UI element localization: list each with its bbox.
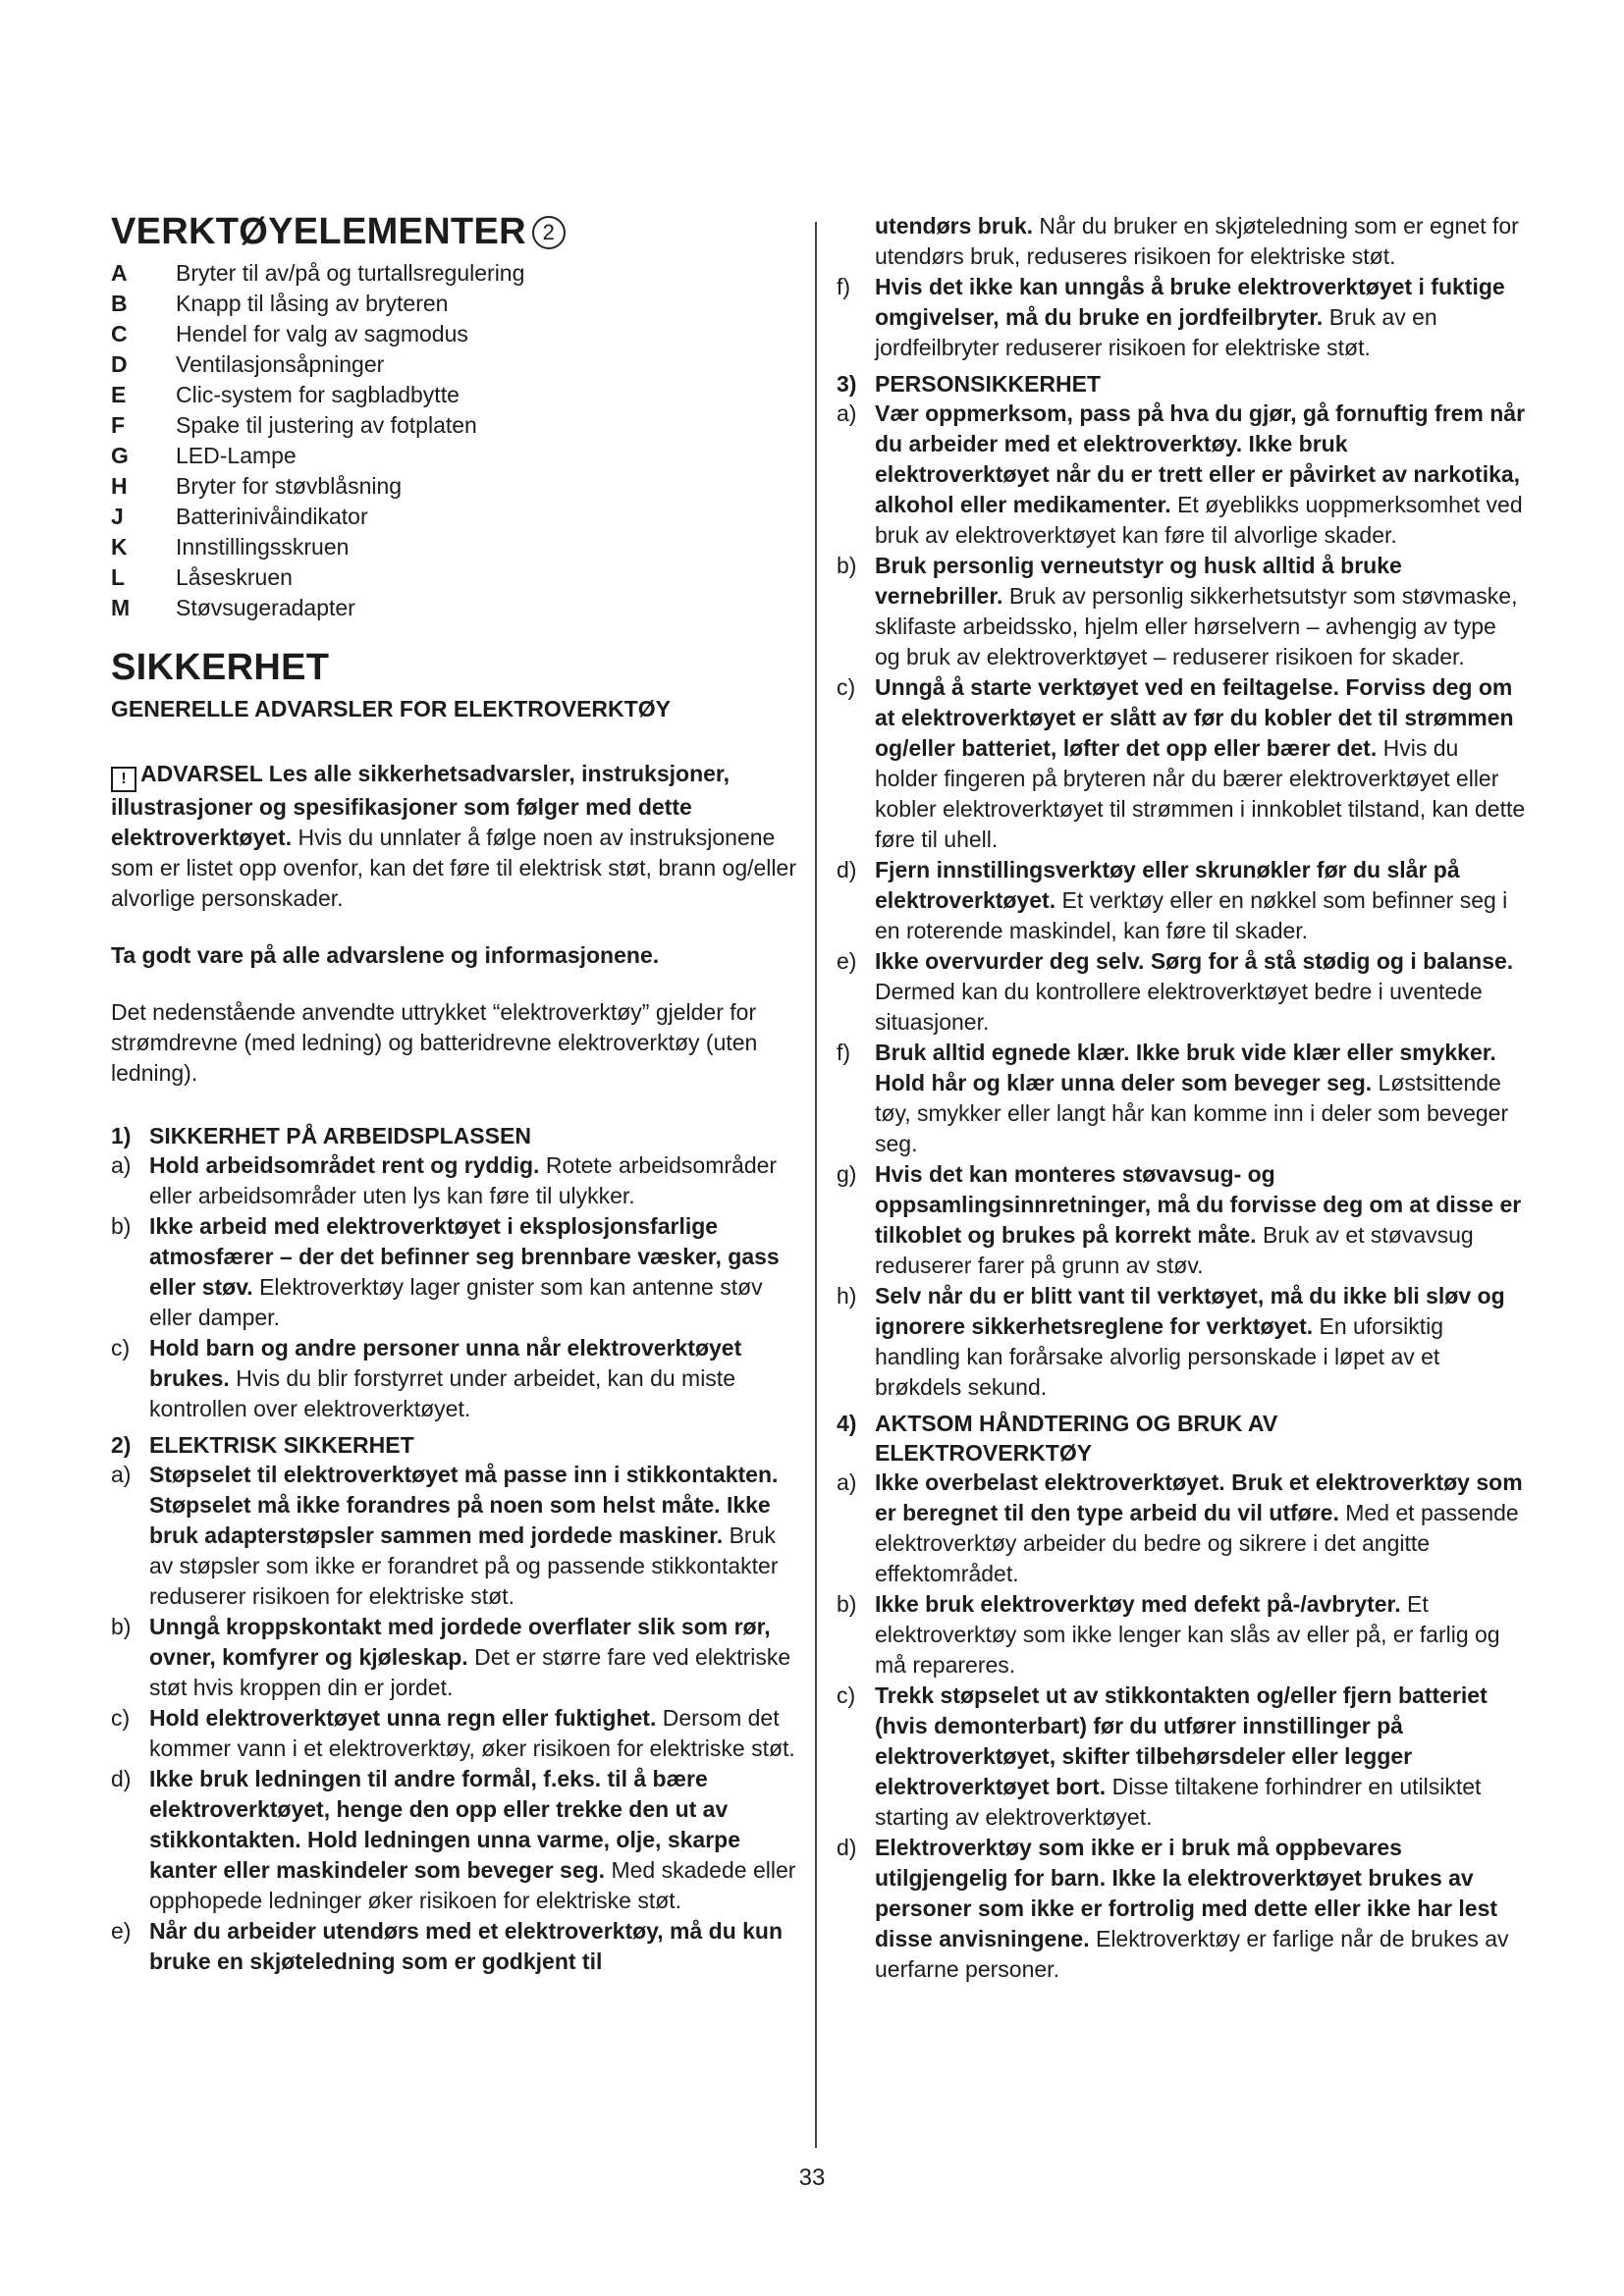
legend-item: L Låseskruen [111, 564, 293, 590]
column-divider [815, 222, 817, 2148]
legend-item: E Clic-system for sagbladbytte [111, 382, 460, 407]
list-item: a) Hold arbeidsområdet rent og ryddig. Rotete arbeidsområder eller arbeidsområder uten lys kan føre til ulykker. [111, 1152, 778, 1208]
legend-item: K Innstillingsskruen [111, 534, 350, 560]
list-item: a) Ikke overbelast elektroverktøyet. Bruk et elektroverktøy som er beregnet til den type arbeid du vil utføre. Med et passende elektroverktøy arbeider du bedre og sikrere i det angitte effektområdet. [837, 1469, 1523, 1586]
section-heading: 4) AKTSOM HÅNDTERING OG BRUK AV ELEKTROVERKTØY [837, 1411, 1278, 1466]
list-item: f) Hvis det ikke kan unngås å bruke elektroverktøyet i fuktige omgivelser, må du bruke en jordfeilbryter. Bruk av en jordfeilbryter reduserer risikoen for elektriske støt. [837, 274, 1505, 360]
list-item: d) Fjern innstillingsverktøy eller skrunøkler før du slår på elektroverktøyet. Et verktøy eller en nøkkel som befinner seg i en roterende maskindel, kan føre til skader. [837, 857, 1508, 943]
list-item: c) Hold barn og andre personer unna når elektroverktøyet brukes. Hvis du blir forstyrret under arbeidet, kan du miste kontrollen over elektroverktøyet. [111, 1335, 742, 1421]
legend-item: G LED-Lampe [111, 443, 297, 468]
list-item: a) Støpselet til elektroverktøyet må passe inn i stikkontakten. Støpselet må ikke forandres på noen som helst måte. Ikke bruk adapterstøpsler sammen med jordede maskiner. Bruk av støpsler som ikke er forandret på og passende stikkontakter reduserer risikoen for elektriske støt. [111, 1462, 779, 1609]
list-item-continuation: utendørs bruk. Når du bruker en skjøteledning som er egnet for utendørs bruk, reduseres risikoen for elektriske støt. [875, 213, 1519, 269]
legend-item: A Bryter til av/på og turtallsregulering [111, 260, 525, 286]
list-item: b) Ikke bruk elektroverktøy med defekt på-/avbryter. Et elektroverktøy som ikke lenger kan slås av eller på, er farlig og må repareres. [837, 1591, 1500, 1678]
warning-triangle-icon: ! [111, 767, 136, 792]
section-heading: 1) SIKKERHET PÅ ARBEIDSPLASSEN [111, 1123, 531, 1148]
left-column [111, 211, 798, 1977]
figure-reference: 2 [532, 216, 566, 249]
list-item: c) Unngå å starte verktøyet ved en feiltagelse. Forviss deg om at elektroverktøyet er slått av før du kobler det til strømmen og/eller batteriet, løfter det opp eller bærer det. Hvis du holder fingeren på bryteren når du bærer elektroverktøyet eller kobler elektroverktøyet til strømmen i innkoblet tilstand, kan dette føre til uhell. [837, 674, 1526, 852]
list-item: c) Hold elektroverktøyet unna regn eller fuktighet. Dersom det kommer vann i et elektroverktøy, øker risikoen for elektriske støt. [111, 1705, 795, 1761]
legend-item: F Spake til justering av fotplaten [111, 412, 477, 438]
warning-paragraph: ! ADVARSEL Les alle sikkerhetsadvarsler, instruksjoner, illustrasjoner og spesifikasjoner som følger med dette elektroverktøyet. Hvis du unnlater å følge noen av instruksjonene som er listet opp ovenfor, kan det føre til elektrisk støt, brann og/eller alvorlige personskader. [111, 761, 796, 911]
section-heading: 3) PERSONSIKKERHET [837, 371, 1102, 397]
page-number: 33 [798, 2164, 826, 2191]
legend-item: J Batterinivåindikator [111, 504, 368, 529]
list-item: f) Bruk alltid egnede klær. Ikke bruk vide klær eller smykker. Hold hår og klær unna deler som beveger seg. Løstsittende tøy, smykker eller langt hår kan komme inn i deler som beveger seg. [837, 1040, 1509, 1156]
legend-item: H Bryter for støvblåsning [111, 473, 403, 499]
list-item: e) Ikke overvurder deg selv. Sørg for å stå stødig og i balanse. Dermed kan du kontrollere elektroverktøyet bedre i uventede situasjoner. [837, 948, 1514, 1035]
legend-item: D Ventilasjonsåpninger [111, 351, 385, 377]
legend-item: B Knapp til låsing av bryteren [111, 291, 449, 316]
right-column [837, 211, 1527, 1985]
list-item: b) Ikke arbeid med elektroverktøyet i eksplosjonsfarlige atmosfærer – der det befinner seg brennbare væsker, gass eller støv. Elektroverktøy lager gnister som kan antenne støv eller damper. [111, 1213, 780, 1330]
parts-legend [111, 258, 798, 623]
safety-heading: SIKKERHET [111, 647, 330, 688]
list-item: c) Trekk støpselet ut av stikkontakten og/eller fjern batteriet (hvis demonterbart) før du utfører innstillinger på elektroverktøyet, skifter tilbehørsdeler eller legger elektroverktøyet bort. Disse tiltakene forhindrer en utilsiktet starting av elektroverktøyet. [837, 1682, 1488, 1830]
list-item: b) Unngå kroppskontakt med jordede overflater slik som rør, ovner, komfyrer og kjøleskap. Det er større fare ved elektriske støt hvis kroppen din er jordet. [111, 1614, 791, 1700]
list-item: b) Bruk personlig verneutstyr og husk alltid å bruke vernebriller. Bruk av personlig sikkerhetsutstyr som støvmaske, sklifaste arbeidssko, hjelm eller hørselvern – avhengig av type og bruk av elektroverktøyet – reduserer risikoen for skader. [837, 553, 1518, 669]
definition-paragraph: Det nedenstående anvendte uttrykket “elektroverktøy” gjelder for strømdrevne (med ledning) og batteridrevne elektroverktøy (uten ledning). [111, 999, 758, 1086]
list-item: h) Selv når du er blitt vant til verktøyet, må du ikke bli sløv og ignorere sikkerhetsreglene for verktøyet. En uforsiktig handling kan forårsake alvorlig personskade i løpet av et brøkdels sekund. [837, 1283, 1505, 1400]
list-item: e) Når du arbeider utendørs med et elektroverktøy, må du kun bruke en skjøteledning som er godkjent til [111, 1918, 784, 1974]
keep-notice: Ta godt vare på alle advarslene og informasjonene. [111, 942, 660, 968]
list-item: g) Hvis det kan monteres støvavsug- og oppsamlingsinnretninger, må du forvisse deg om at disse er tilkoblet og brukes på korrekt måte. Bruk av et støvavsug reduserer farer på grunn av støv. [837, 1161, 1522, 1278]
list-item: a) Vær oppmerksom, pass på hva du gjør, gå fornuftig frem når du arbeider med et elektroverktøy. Ikke bruk elektroverktøyet når du er trett eller er påvirket av narkotika, alkohol eller medikamenter. Et øyeblikks uoppmerksomhet ved bruk av elektroverktøyet kan føre til alvorlige skader. [837, 400, 1526, 548]
list-item: d) Elektroverktøy som ikke er i bruk må oppbevares utilgjengelig for barn. Ikke la elektroverktøyet brukes av personer som ikke er fortrolig med dette eller ikke har lest disse anvisningene. Elektroverktøy er farlige når de brukes av uerfarne personer. [837, 1835, 1509, 1982]
legend-item: C Hendel for valg av sagmodus [111, 321, 468, 347]
tools-heading: VERKTØYELEMENTER 2 [111, 211, 798, 252]
list-item: d) Ikke bruk ledningen til andre formål, f.eks. til å bære elektroverktøyet, henge den opp eller trekke den ut av stikkontakten. Hold ledningen unna varme, olje, skarpe kanter eller maskindeler som beveger seg. Med skadede eller opphopede ledninger øker risikoen for elektriske støt. [111, 1766, 796, 1913]
section-heading: 2) ELEKTRISK SIKKERHET [111, 1432, 414, 1458]
general-warnings-heading: GENERELLE ADVARSLER FOR ELEKTROVERKTØY [111, 696, 671, 721]
legend-item: M Støvsugeradapter [111, 595, 355, 620]
